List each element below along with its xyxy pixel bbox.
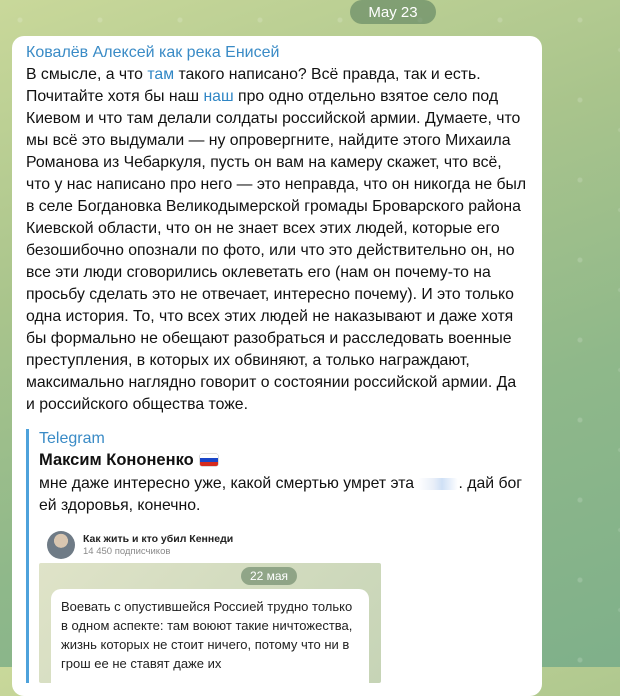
forward-source[interactable]: Telegram bbox=[39, 430, 105, 447]
embedded-date-badge: 22 мая bbox=[241, 567, 297, 585]
link-our[interactable]: наш bbox=[203, 88, 234, 105]
message-text bbox=[26, 64, 528, 416]
message-text-part: такого написано? Всё правда, так и есть. Почитайте хотя бы наш bbox=[26, 66, 481, 105]
embedded-channel-title: Как жить и кто убил Кеннеди bbox=[83, 532, 234, 545]
embedded-screenshot[interactable] bbox=[39, 529, 381, 683]
forward-text bbox=[39, 473, 528, 517]
sender-name[interactable]: Ковалёв Алексей как река Енисей bbox=[26, 44, 280, 61]
redacted-emoji-icon bbox=[418, 478, 458, 490]
message-bubble[interactable] bbox=[12, 36, 542, 696]
forward-author bbox=[39, 449, 528, 471]
embedded-chat-area bbox=[39, 563, 381, 683]
embedded-channel-header bbox=[39, 529, 381, 561]
channel-avatar bbox=[47, 531, 75, 559]
forwarded-quote[interactable] bbox=[26, 429, 528, 683]
forward-text-after: . дай бог ей здоровья, конечно. bbox=[39, 475, 523, 514]
message-text-part: про одно отдельно взятое село под Киевом и что там делали солдаты российской армии. Думаете, что мы всё это выдумали — ну опровергните, найдите этого Михаила Романова из Чебаркуля, пусть он вам на камеру скажет, что всё, что у нас написано про него — это неправда, что он никогда не был в селе Богдановка Великодымерской громады Броварского района Киевской области, что он не знает всех этих людей, которые его безошибочно опознали по фото, или что это действительно он, но все эти люди сговорились оклеветать его (нам он почему-то на просьбу сделать это не отвечает, интересно почему). И это только одна история. То, что всех этих людей не наказывают и даже хотя бы формально не обещают разобраться и расследовать военные преступления, в которых их обвиняют, а только награждают, максимально наглядно говорит о состоянии российской армии. Да и российского общества тоже. bbox=[26, 88, 527, 413]
russia-flag-icon bbox=[200, 454, 218, 466]
date-badge: May 23 bbox=[350, 0, 436, 24]
embedded-subscribers: 14 450 подписчиков bbox=[83, 545, 171, 557]
embedded-message: Воевать с опустившейся Россией трудно только в одном аспекте: там воюют такие ничтожества, жизнь которых не стоит ничего, потому что ни в грош ее не ставят даже их bbox=[51, 589, 369, 683]
link-there[interactable]: там bbox=[147, 66, 175, 83]
forward-author-name: Максим Кононенко bbox=[39, 451, 194, 469]
message-text-part: В смысле, а что bbox=[26, 66, 148, 83]
forward-text-before: мне даже интересно уже, какой смертью умрет эта bbox=[39, 475, 419, 492]
